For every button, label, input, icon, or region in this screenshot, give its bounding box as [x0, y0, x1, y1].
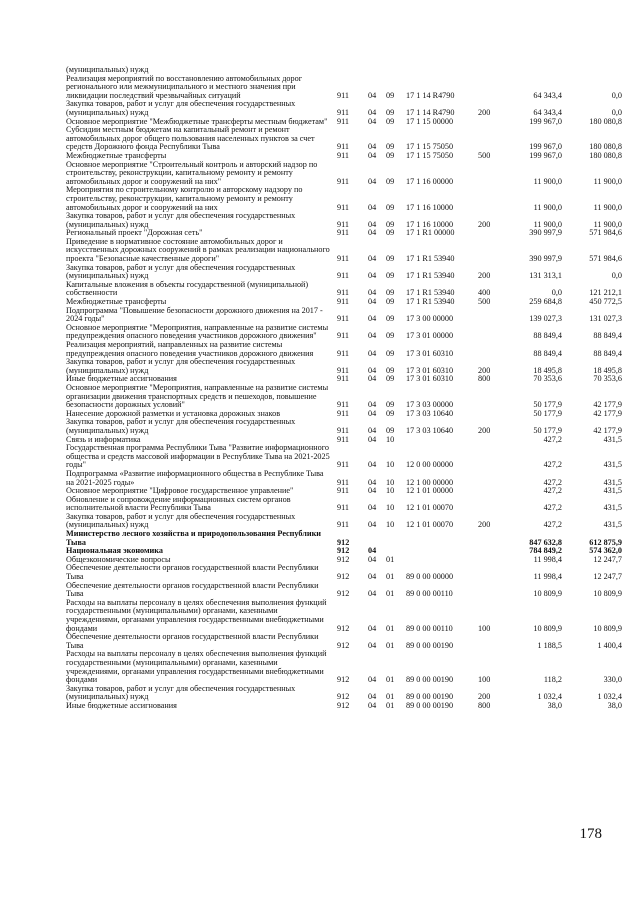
subsection-code: 09 [386, 219, 395, 229]
table-row [66, 100, 622, 117]
admin-code: 911 [337, 400, 349, 410]
target-article-code: 17 1 16 00000 [406, 176, 454, 186]
row-name: Реализация мероприятий по восстановлению автомобильных дорог регионального или межмуниципального и местного значения при ликвидации последствий чрезвычайных ситуаций [66, 73, 303, 100]
table-row [66, 418, 622, 435]
amount-year-2: 11 900,0 [593, 219, 622, 229]
admin-code: 911 [337, 408, 349, 418]
row-name: (муниципальных) нужд [66, 65, 149, 74]
admin-code: 912 [337, 700, 350, 710]
amount-year-1: 18 495,8 [533, 365, 562, 375]
admin-code: 911 [337, 228, 349, 238]
subsection-code: 09 [386, 116, 395, 126]
section-code: 04 [368, 288, 377, 298]
row-name: Закупка товаров, работ и услуг для обеспечения государственных (муниципальных) нужд [66, 357, 296, 375]
admin-code: 911 [337, 434, 349, 444]
target-article-code: 17 1 15 75050 [406, 150, 454, 160]
row-name: Региональный проект "Дорожная сеть" [66, 228, 203, 238]
row-name: Межбюджетные трансферты [66, 150, 167, 160]
row-name: Обеспечение деятельности органов государственной власти Республики Тыва [66, 632, 319, 650]
amount-year-2: 450 772,5 [589, 297, 622, 307]
admin-code: 911 [337, 116, 349, 126]
table-row [66, 341, 622, 358]
admin-code: 912 [337, 675, 350, 685]
amount-year-1: 847 632,8 [529, 537, 562, 547]
amount-year-2: 38,0 [607, 700, 622, 710]
table-row [66, 238, 622, 264]
table-row [66, 324, 622, 341]
target-article-code: 17 1 15 75050 [406, 142, 454, 152]
subsection-code: 09 [386, 365, 395, 375]
amount-year-1: 427,2 [543, 503, 562, 513]
table-row [66, 530, 622, 547]
table-row [66, 685, 622, 702]
expense-type-code: 800 [478, 374, 491, 384]
row-name: Закупка товаров, работ и услуг для обеспечения государственных (муниципальных) нужд [66, 683, 296, 702]
table-row [66, 161, 622, 187]
amount-year-2: 431,5 [603, 460, 622, 470]
subsection-code: 01 [386, 692, 395, 702]
admin-code: 912 [337, 623, 350, 633]
admin-code: 912 [337, 640, 350, 650]
section-code: 04 [368, 700, 377, 710]
subsection-code: 09 [386, 425, 395, 435]
target-article-code: 17 1 16 10000 [406, 219, 454, 229]
target-article-code: 17 3 01 60310 [406, 374, 454, 384]
subsection-code: 09 [386, 271, 395, 281]
subsection-code: 10 [386, 486, 395, 496]
section-code: 04 [368, 425, 377, 435]
table-row [66, 650, 622, 684]
target-article-code: 12 1 00 00000 [406, 477, 454, 487]
amount-year-1: 1 188,5 [537, 640, 562, 650]
amount-year-1: 88 849,4 [533, 348, 562, 358]
table-row [66, 599, 622, 633]
amount-year-2: 431,5 [603, 477, 622, 487]
subsection-code: 09 [386, 348, 395, 358]
subsection-code: 01 [386, 640, 395, 650]
section-code: 04 [368, 623, 377, 633]
amount-year-2: 1 400,4 [597, 640, 622, 650]
section-code: 04 [368, 150, 377, 160]
section-code: 04 [368, 116, 377, 126]
table-row [66, 564, 622, 581]
row-name: Субсидии местным бюджетам на капитальный ремонт и ремонт автомобильных дорог общего пользования населенных пунктов за счет средств Дорожного фонда Республики Тыва [66, 125, 315, 152]
amount-year-1: 427,2 [543, 434, 562, 444]
table-row [66, 444, 622, 470]
amount-year-1: 50 177,9 [533, 400, 562, 410]
amount-year-1: 64 343,4 [533, 107, 562, 117]
target-article-code: 17 1 15 00000 [406, 116, 454, 126]
admin-code: 911 [337, 477, 349, 487]
subsection-code: 10 [386, 503, 395, 513]
target-article-code: 17 3 03 10640 [406, 408, 454, 418]
amount-year-2: 180 080,8 [589, 150, 622, 160]
row-name: Обеспечение деятельности органов государственной власти Республики Тыва [66, 580, 319, 599]
section-code: 04 [368, 460, 377, 470]
amount-year-2: 12 247,7 [593, 572, 622, 582]
amount-year-1: 10 809,9 [533, 589, 562, 599]
target-article-code: 17 3 00 00000 [406, 314, 454, 324]
amount-year-2: 0,0 [611, 90, 622, 100]
expense-type-code: 400 [478, 288, 491, 298]
admin-code: 911 [337, 202, 349, 212]
subsection-code: 09 [386, 297, 395, 307]
table-row [66, 212, 622, 229]
admin-code: 911 [337, 254, 349, 264]
admin-code: 911 [337, 176, 349, 186]
subsection-code: 09 [386, 288, 395, 298]
row-name: Обновление и сопровождение информационных систем органов исполнительной власти Республики Тыва [66, 494, 291, 513]
amount-year-1: 11 900,0 [533, 202, 562, 212]
row-name: Закупка товаров, работ и услуг для обеспечения государственных (муниципальных) нужд [66, 211, 296, 229]
subsection-code: 09 [386, 374, 395, 384]
amount-year-2: 0,0 [611, 271, 622, 281]
amount-year-1: 1 032,4 [537, 692, 562, 702]
section-code: 04 [368, 90, 377, 100]
table-row [66, 264, 622, 281]
amount-year-1: 427,2 [543, 477, 562, 487]
target-article-code: 12 0 00 00000 [406, 460, 454, 470]
target-article-code: 17 3 01 60310 [406, 348, 454, 358]
amount-year-2: 10 809,9 [593, 589, 622, 599]
row-name: Закупка товаров, работ и услуг для обеспечения государственных (муниципальных) нужд [66, 262, 296, 281]
row-name: Основное мероприятие "Межбюджетные трансферты местным бюджетам" [66, 116, 328, 126]
admin-code: 911 [337, 142, 349, 152]
target-article-code: 89 0 00 00190 [406, 700, 454, 710]
section-code: 04 [368, 297, 377, 307]
table-row [66, 702, 622, 711]
row-name: Мероприятия по строительному контролю и авторскому надзору по строительству, реконструкции, капитальному ремонту и ремонту автомобильных дорог и сооружений на них [66, 185, 303, 212]
row-name: Закупка товаров, работ и услуг для обеспечения государственных (муниципальных) нужд [66, 417, 296, 435]
subsection-code: 10 [386, 434, 395, 444]
amount-year-2: 431,5 [603, 520, 622, 530]
amount-year-1: 118,2 [543, 675, 562, 685]
subsection-code: 01 [386, 700, 395, 710]
admin-code: 911 [337, 271, 349, 281]
amount-year-1: 11 998,4 [533, 572, 562, 582]
subsection-code: 09 [386, 331, 395, 341]
amount-year-1: 784 849,2 [529, 546, 562, 556]
admin-code: 911 [337, 219, 349, 229]
table-row [66, 470, 622, 487]
admin-code: 912 [337, 589, 350, 599]
section-code: 04 [368, 374, 377, 384]
amount-year-1: 11 900,0 [533, 176, 562, 186]
amount-year-2: 131 027,3 [589, 314, 622, 324]
section-code: 04 [368, 520, 377, 530]
subsection-code: 01 [386, 589, 395, 599]
subsection-code: 09 [386, 400, 395, 410]
page-number: 178 [579, 826, 602, 842]
row-name: Основное мероприятие "Строительный контроль и авторский надзор по строительству, реконструкции, капитальному ремонту и ремонту автомобильных дорог и сооружений на них" [66, 159, 318, 186]
subsection-code: 09 [386, 254, 395, 264]
section-code: 04 [368, 365, 377, 375]
expense-type-code: 500 [478, 297, 491, 307]
row-name: Расходы на выплаты персоналу в целях обеспечения выполнения функций государственными (муниципальными) органами, казенными учреждениями, органами управления государственными внебюджетными фондами [66, 597, 327, 633]
admin-code: 911 [337, 348, 349, 358]
subsection-code: 09 [386, 408, 395, 418]
amount-year-2: 11 900,0 [593, 202, 622, 212]
target-article-code: 89 0 00 00190 [406, 640, 454, 650]
row-name: Капитальные вложения в объекты государственной (муниципальной) собственности [66, 279, 309, 298]
target-article-code: 17 1 R1 00000 [406, 228, 455, 238]
amount-year-1: 199 967,0 [529, 150, 562, 160]
row-name: Министерство лесного хозяйства и природопользования Республики Тыва [66, 529, 322, 547]
target-article-code: 89 0 00 00000 [406, 572, 454, 582]
table-row [66, 633, 622, 650]
amount-year-1: 11 900,0 [533, 219, 562, 229]
amount-year-1: 390 997,9 [529, 254, 562, 264]
admin-code: 912 [337, 572, 350, 582]
amount-year-1: 427,2 [543, 460, 562, 470]
subsection-code: 01 [386, 623, 395, 633]
target-article-code: 17 1 14 R4790 [406, 90, 455, 100]
section-code: 04 [368, 254, 377, 264]
subsection-code: 09 [386, 90, 395, 100]
row-name: Приведение в нормативное состояние автомобильных дорог и искусственных дорожных сооружений в рамках реализации национального проекта "Безопасные качественные дороги" [66, 236, 330, 264]
amount-year-1: 64 343,4 [533, 90, 562, 100]
amount-year-1: 427,2 [543, 486, 562, 496]
target-article-code: 17 1 R1 53940 [406, 288, 455, 298]
amount-year-2: 330,0 [603, 675, 622, 685]
row-name: Закупка товаров, работ и услуг для обеспечения государственных (муниципальных) нужд [66, 511, 296, 530]
table-row [66, 358, 622, 375]
amount-year-2: 431,5 [603, 486, 622, 496]
target-article-code: 17 1 16 10000 [406, 202, 454, 212]
row-name: Основное мероприятие "Мероприятия, направленные на развитие системы организации движения транспортных средств и пешеходов, повышение безопасности дорожных условий" [66, 382, 329, 410]
subsection-code: 01 [386, 675, 395, 685]
amount-year-2: 88 849,4 [593, 348, 622, 358]
amount-year-2: 0,0 [611, 107, 622, 117]
row-name: Государственная программа Республики Тыва "Развитие информационного общества и средств массовой информации в Республике Тыва на 2021-2025 годы" [66, 443, 330, 470]
admin-code: 911 [337, 297, 349, 307]
admin-code: 911 [337, 460, 349, 470]
target-article-code: 12 1 01 00070 [406, 520, 454, 530]
admin-code: 912 [337, 692, 350, 702]
table-row [66, 75, 622, 101]
section-code: 04 [368, 640, 377, 650]
subsection-code: 10 [386, 477, 395, 487]
amount-year-2: 1 032,4 [597, 692, 622, 702]
admin-code: 912 [337, 537, 350, 547]
amount-year-2: 11 900,0 [593, 176, 622, 186]
row-name: Основное мероприятие "Цифровое государственное управление" [66, 486, 294, 496]
amount-year-1: 88 849,4 [533, 331, 562, 341]
amount-year-1: 199 967,0 [529, 142, 562, 152]
row-name: Нанесение дорожной разметки и установка дорожных знаков [66, 408, 281, 418]
target-article-code: 17 1 R1 53940 [406, 254, 455, 264]
subsection-code: 09 [386, 202, 395, 212]
section-code: 04 [368, 331, 377, 341]
table-row [66, 513, 622, 530]
row-name: Реализация мероприятий, направленных на развитие системы предупреждения опасного поведения участников дорожного движения [66, 340, 314, 358]
section-code: 04 [368, 202, 377, 212]
amount-year-1: 131 313,1 [529, 271, 562, 281]
admin-code: 911 [337, 425, 349, 435]
amount-year-2: 12 247,7 [593, 554, 622, 564]
target-article-code: 89 0 00 00190 [406, 675, 454, 685]
section-code: 04 [368, 176, 377, 186]
admin-code: 911 [337, 90, 349, 100]
subsection-code: 09 [386, 176, 395, 186]
amount-year-2: 18 495,8 [593, 365, 622, 375]
subsection-code: 10 [386, 520, 395, 530]
amount-year-2: 42 177,9 [593, 400, 622, 410]
admin-code: 911 [337, 150, 349, 160]
amount-year-1: 259 684,8 [529, 297, 562, 307]
table-row [66, 307, 622, 324]
target-article-code: 17 3 01 00000 [406, 331, 454, 341]
subsection-code: 01 [386, 572, 395, 582]
admin-code: 911 [337, 314, 349, 324]
section-code: 04 [368, 546, 377, 556]
admin-code: 911 [337, 503, 349, 513]
section-code: 04 [368, 675, 377, 685]
amount-year-2: 70 353,6 [593, 374, 622, 384]
admin-code: 911 [337, 374, 349, 384]
target-article-code: 12 1 01 00070 [406, 503, 454, 513]
admin-code: 911 [337, 288, 349, 298]
amount-year-2: 42 177,9 [593, 408, 622, 418]
amount-year-2: 10 809,9 [593, 623, 622, 633]
row-name: Иные бюджетные ассигнования [66, 374, 177, 384]
section-code: 04 [368, 348, 377, 358]
section-code: 04 [368, 314, 377, 324]
target-article-code: 17 1 R1 53940 [406, 271, 455, 281]
amount-year-2: 431,5 [603, 503, 622, 513]
subsection-code: 09 [386, 107, 395, 117]
admin-code: 911 [337, 365, 349, 375]
table-row [66, 384, 622, 410]
amount-year-2: 121 212,1 [589, 288, 622, 298]
expense-type-code: 200 [478, 219, 491, 229]
row-name: Закупка товаров, работ и услуг для обеспечения государственных (муниципальных) нужд [66, 99, 296, 117]
amount-year-2: 431,5 [603, 434, 622, 444]
amount-year-2: 574 362,0 [589, 546, 622, 556]
section-code: 04 [368, 228, 377, 238]
amount-year-2: 180 080,8 [589, 116, 622, 126]
admin-code: 911 [337, 331, 349, 341]
row-name: Расходы на выплаты персоналу в целях обеспечения выполнения функций государственными (муниципальными) органами, казенными учреждениями, органами управления государственными внебюджетными фондами [66, 649, 327, 685]
subsection-code: 01 [386, 554, 395, 564]
section-code: 04 [368, 486, 377, 496]
expense-type-code: 200 [478, 425, 491, 435]
row-name: Обеспечение деятельности органов государственной власти Республики Тыва [66, 563, 319, 582]
expense-type-code: 200 [478, 365, 491, 375]
row-name: Подпрограмма "Повышение безопасности дорожного движения на 2017 - 2024 годы" [66, 305, 323, 324]
section-code: 04 [368, 589, 377, 599]
admin-code: 911 [337, 520, 349, 530]
section-code: 04 [368, 400, 377, 410]
amount-year-1: 199 967,0 [529, 116, 562, 126]
admin-code: 911 [337, 107, 349, 117]
section-code: 04 [368, 219, 377, 229]
subsection-code: 09 [386, 150, 395, 160]
subsection-code: 09 [386, 314, 395, 324]
amount-year-2: 571 984,6 [589, 254, 622, 264]
amount-year-2: 42 177,9 [593, 425, 622, 435]
expense-type-code: 200 [478, 271, 491, 281]
section-code: 04 [368, 434, 377, 444]
target-article-code: 12 1 01 00000 [406, 486, 454, 496]
target-article-code: 17 3 01 60310 [406, 365, 454, 375]
section-code: 04 [368, 477, 377, 487]
section-code: 04 [368, 572, 377, 582]
table-row [66, 496, 622, 513]
expense-type-code: 100 [478, 623, 491, 633]
amount-year-1: 0,0 [551, 288, 562, 298]
amount-year-1: 390 997,9 [529, 228, 562, 238]
admin-code: 912 [337, 554, 350, 564]
row-name: Национальная экономика [66, 546, 163, 556]
table-row [66, 281, 622, 298]
expense-type-code: 200 [478, 520, 491, 530]
subsection-code: 10 [386, 460, 395, 470]
amount-year-1: 139 027,3 [529, 314, 562, 324]
admin-code: 911 [337, 486, 349, 496]
amount-year-1: 10 809,9 [533, 623, 562, 633]
section-code: 04 [368, 554, 377, 564]
section-code: 04 [368, 271, 377, 281]
budget-table [66, 66, 622, 711]
target-article-code: 17 3 03 00000 [406, 400, 454, 410]
row-name: Межбюджетные трансферты [66, 297, 167, 307]
table-row [66, 126, 622, 152]
row-name: Подпрограмма «Развитие информационного общества в Республике Тыва на 2021-2025 годы» [66, 468, 324, 487]
amount-year-2: 88 849,4 [593, 331, 622, 341]
table-row [66, 582, 622, 599]
amount-year-1: 70 353,6 [533, 374, 562, 384]
amount-year-2: 180 080,8 [589, 142, 622, 152]
section-code: 04 [368, 503, 377, 513]
amount-year-1: 38,0 [547, 700, 562, 710]
amount-year-1: 11 998,4 [533, 554, 562, 564]
section-code: 04 [368, 408, 377, 418]
expense-type-code: 200 [478, 692, 491, 702]
section-code: 04 [368, 692, 377, 702]
subsection-code: 09 [386, 142, 395, 152]
section-code: 04 [368, 142, 377, 152]
amount-year-2: 612 875,9 [589, 537, 622, 547]
target-article-code: 89 0 00 00110 [406, 589, 453, 599]
row-name: Основное мероприятие "Мероприятия, направленные на развитие системы предупреждения опасного поведения участников дорожного движения" [66, 322, 329, 341]
row-name: Общеэкономические вопросы [66, 554, 171, 564]
expense-type-code: 200 [478, 107, 491, 117]
amount-year-1: 50 177,9 [533, 408, 562, 418]
target-article-code: 89 0 00 00110 [406, 623, 453, 633]
table-row [66, 186, 622, 212]
admin-code: 912 [337, 546, 350, 556]
target-article-code: 17 1 R1 53940 [406, 297, 455, 307]
row-name: Связь и информатика [66, 434, 141, 444]
target-article-code: 89 0 00 00190 [406, 692, 454, 702]
section-code: 04 [368, 107, 377, 117]
amount-year-1: 427,2 [543, 520, 562, 530]
row-name: Иные бюджетные ассигнования [66, 700, 177, 710]
amount-year-2: 571 984,6 [589, 228, 622, 238]
amount-year-1: 50 177,9 [533, 425, 562, 435]
expense-type-code: 500 [478, 150, 491, 160]
subsection-code: 09 [386, 228, 395, 238]
expense-type-code: 800 [478, 700, 491, 710]
target-article-code: 17 1 14 R4790 [406, 107, 455, 117]
target-article-code: 17 3 03 10640 [406, 425, 454, 435]
expense-type-code: 100 [478, 675, 491, 685]
